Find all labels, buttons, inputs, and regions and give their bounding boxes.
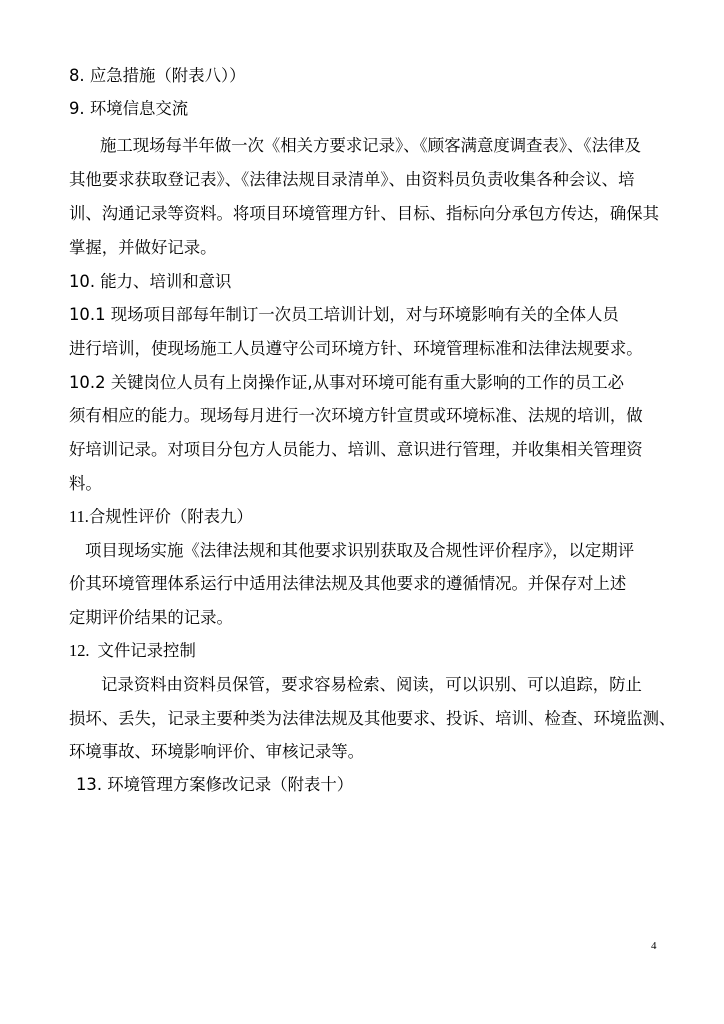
- heading-9: 9. 环境信息交流: [69, 99, 189, 118]
- paragraph-9-line-2: 其他要求获取登记表》、《法律法规目录清单》、由资料员负责收集各种会议、培: [69, 170, 635, 189]
- paragraph-12-line-2: 损坏、丢失，记录主要种类为法律法规及其他要求、投诉、培训、检查、环境监测、: [69, 709, 676, 728]
- paragraph-9-line-4: 掌握，并做好记录。: [69, 238, 217, 257]
- paragraph-10-1-line-2: 进行培训，使现场施工人员遵守公司环境方针、环境管理标准和法律法规要求。: [69, 339, 643, 358]
- paragraph-10-1-line-1: 10.1 现场项目部每年制订一次员工培训计划，对与环境影响有关的全体人员: [69, 305, 619, 324]
- paragraph-10-2-line-3: 好培训记录。对项目分包方人员能力、培训、意识进行管理，并收集相关管理资: [69, 440, 643, 459]
- paragraph-12-line-1: 记录资料由资料员保管，要求容易检索、阅读，可以识别、可以追踪，防止: [101, 675, 642, 694]
- paragraph-9-line-1: 施工现场每半年做一次《相关方要求记录》、《顾客满意度调查表》、《法律及: [100, 136, 641, 155]
- heading-11-text: 合规性评价（附表九）: [88, 507, 253, 526]
- paragraph-11-line-1: 项目现场实施《法律法规和其他要求识别获取及合规性评价程序》，以定期评: [85, 541, 635, 560]
- paragraph-12-line-3: 环境事故、环境影响评价、审核记录等。: [69, 742, 365, 761]
- paragraph-11-line-3: 定期评价结果的记录。: [69, 608, 233, 627]
- heading-12-text: 文件记录控制: [97, 641, 196, 660]
- paragraph-9-line-3: 训、沟通记录等资料。将项目环境管理方针、目标、指标向分承包方传达，确保其: [69, 204, 660, 223]
- heading-12: [69, 641, 724, 661]
- heading-10: 10. 能力、培训和意识: [69, 272, 232, 291]
- heading-8: 8. 应急措施（附表八））: [69, 66, 246, 85]
- paragraph-10-2-line-1: 10.2 关键岗位人员有上岗操作证,从事对环境可能有重大影响的工作的员工必: [69, 373, 625, 392]
- heading-13: 13. 环境管理方案修改记录（附表十）: [76, 775, 354, 794]
- heading-11: [69, 507, 724, 527]
- page-number: 4: [651, 940, 657, 952]
- heading-11-number: 11.: [69, 507, 89, 526]
- paragraph-10-2-line-2: 须有相应的能力。现场每月进行一次环境方针宣贯或环境标准、法规的培训，做: [69, 406, 643, 425]
- paragraph-10-2-line-4: 料。: [69, 474, 102, 493]
- heading-12-number: 12.: [69, 641, 90, 660]
- paragraph-11-line-2: 价其环境管理体系运行中适用法律法规及其他要求的遵循情况。并保存对上述: [69, 574, 627, 593]
